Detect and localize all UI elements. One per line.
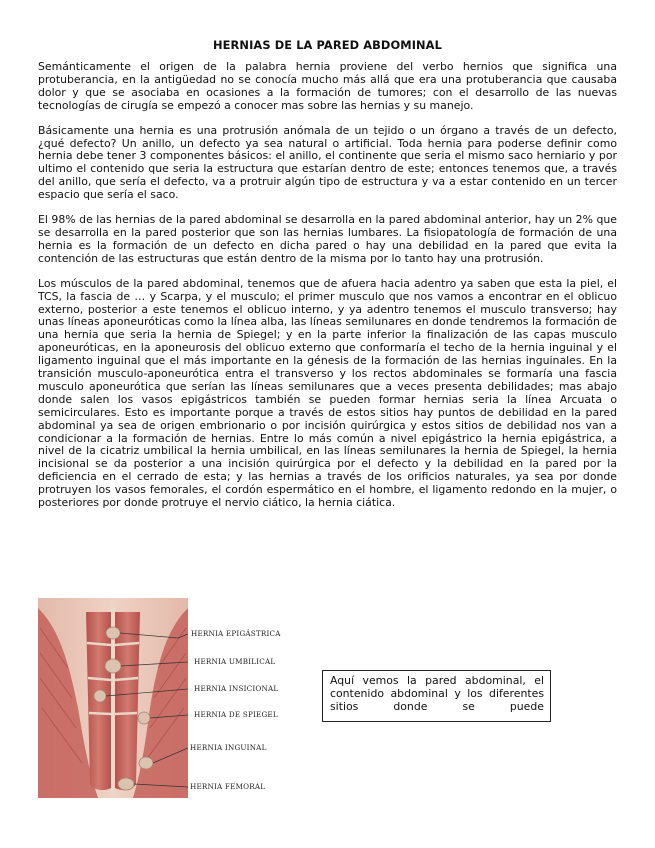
document-page	[38, 38, 617, 522]
hernia-diagram	[38, 598, 291, 798]
femoral-hernia	[118, 778, 134, 790]
label-epigastric: HERNIA EPIGÁSTRICA	[191, 629, 281, 638]
document-title: HERNIAS DE LA PARED ABDOMINAL	[213, 38, 442, 52]
label-incisional: HERNIA INSICIONAL	[194, 684, 279, 693]
right-rectus-muscle	[115, 612, 140, 790]
incisional-hernia	[94, 690, 106, 702]
abdominal-wall-figure	[38, 598, 291, 798]
inguinal-hernia	[139, 757, 153, 769]
label-panel	[188, 598, 291, 798]
paragraph-1: Semánticamente el origen de la palabra hernia proviene del verbo hernios que significa una protuberancia, en la antigüedad no se conocía mucho más allá que era una protuberancia que causaba dolor y que se asociaba en ocasiones a la formación de tumores; con el desarrollo de las nuevas tecnologías de cirugía se empezó a conocer mas sobre las hernias y su manejo.	[38, 60, 617, 112]
umbilical-hernia	[105, 659, 121, 673]
label-femoral: HERNIA FEMORAL	[190, 782, 266, 791]
label-spiegel: HERNIA DE SPIEGEL	[194, 710, 278, 719]
paragraph-3: El 98% de las hernias de la pared abdominal se desarrolla en la pared abdominal anterior, hay un 2% que se desarrolla en la pared posterior que son las hernias lumbares. La fisiopatología de formación de una hernia es la formación de un defecto en dicha pared o hay una debilidad en la pared que evita la contención de las estructuras que están dentro de la misma por lo tanto hay una protrusión.	[38, 213, 617, 265]
label-umbilical: HERNIA UMBILICAL	[194, 657, 276, 666]
paragraph-2: Básicamente una hernia es una protrusión anómala de un tejido o un órgano a través de un defecto, ¿qué defecto? Un anillo, un defecto ya sea natural o artificial. Toda hernia para poderse definir como hernia debe tener 3 componentes básicos: el anillo, el continente que seria el mismo saco herniario y por ultimo el contenido que seria la estructura que estarían dentro de este; entonces tenemos que, a través del anillo, que sería el defecto, va a protruir algún tipo de estructura y va a estar contenido en un tercer espacio que sería el saco.	[38, 123, 617, 202]
spiegel-hernia	[138, 712, 150, 724]
paragraph-4: Los músculos de la pared abdominal, tenemos que de afuera hacia adentro ya saben que esta la piel, el TCS, la fascia de … y Scarpa, y el musculo; el primer musculo que nos vamos a encontrar en el oblicuo externo, posterior a este tenemos el oblicuo interno, y ya adentro tenemos el musculo transverso; hay unas líneas aponeuróticas como la línea alba, las líneas semilunares en donde tendremos la formación de una hernia que seria la hernia de Spiegel; y en la parte inferior la finalización de las capas musculo aponeuróticas, en la aponeurosis del oblicuo externo que conformaría el techo de la hernia inguinal y el ligamento inguinal que el más importante en la génesis de la formación de las hernias inguinales. En la transición musculo-aponeurótica entra el transverso y los rectos abdominales se formaría una fascia musculo aponeurótica que serían las líneas semilunares que a veces presenta debilidades; mas abajo donde salen los vasos epigástricos también se pueden formar hernias seria la línea Arcuata o semicirculares. Esto es importante porque a través de estos sitios hay puntos de debilidad en la pared abdominal ya sea de origen embrionario o por incisión quirúrgica y estos sitios de debilidad nos van a condicionar a la formación de hernias. Entre lo más común a nivel epigástrico la hernia epigástrica, a nivel de la cicatriz umbilical la hernia umbilical, en las líneas semilunares la hernia de Spiegel, la hernia incisional se da posterior a una incisión quirúrgica por el defecto y la debilidad en la pared por la deficiencia en el cerrado de esta; y las hernias a través de los orificios naturales, ya sea por donde protruyen los vasos femorales, el cordón espermático en el hombre, el ligamento redondo en la mujer, o posteriores por donde protruye el nervio ciático, la hernia ciática.	[38, 276, 617, 510]
figure-caption-box	[322, 670, 551, 722]
epigastric-hernia	[106, 627, 120, 639]
label-inguinal: HERNIA INGUINAL	[190, 743, 267, 752]
figure-caption: Aquí vemos la pared abdominal, el contenido abdominal y los diferentes sitios donde se puede	[330, 674, 544, 713]
